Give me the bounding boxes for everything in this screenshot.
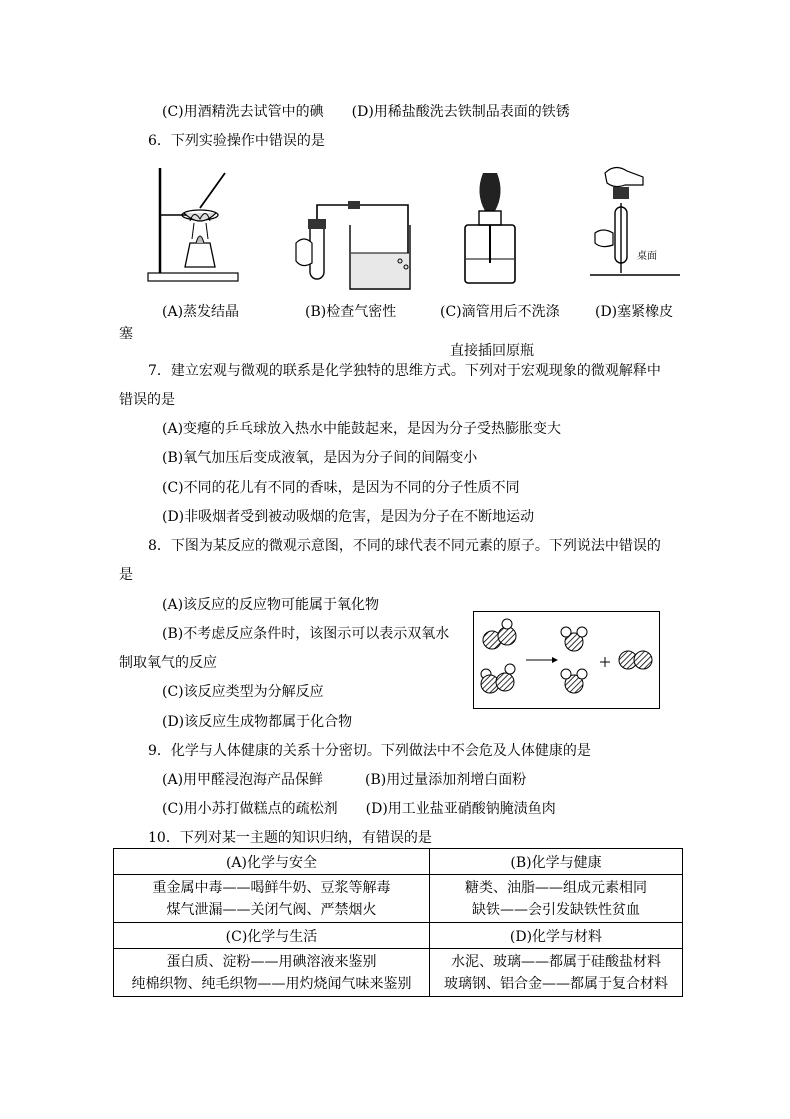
q7-option-b: (B)氧气加压后变成液氧，是因为分子间的间隔变小 xyxy=(162,450,478,466)
q8-option-c: (C)该反应类型为分解反应 xyxy=(162,684,324,700)
q8-stem-line1: 8．下图为某反应的微观示意图，不同的球代表不同元素的原子。下列说法中错误的 xyxy=(148,538,661,554)
q10-b-line1: 糖类、油脂——组成元素相同 xyxy=(464,879,647,896)
q10-cell-a-body xyxy=(114,875,430,923)
q8-option-d: (D)该反应生成物都属于化合物 xyxy=(162,714,353,730)
q7-option-d: (D)非吸烟者受到被动吸烟的危害，是因为分子在不断地运动 xyxy=(162,509,535,525)
q10-cell-b-body xyxy=(429,875,682,923)
q10-d-line2: 玻璃钢、铝合金——都属于复合材料 xyxy=(443,975,668,992)
q9-options-cd: (C)用小苏打做糕点的疏松剂 (D)用工业盐亚硝酸钠腌渍鱼肉 xyxy=(162,801,556,817)
reactant-molecule-1 xyxy=(483,619,516,649)
reaction-arrow-icon xyxy=(552,657,558,663)
product-molecule-1 xyxy=(561,627,587,651)
q5-options-cd: (C)用酒精洗去试管中的碘 (D)用稀盐酸洗去铁制品表面的铁锈 xyxy=(162,104,570,120)
q7-option-a: (A)变瘪的乒乓球放入热水中能鼓起来，是因为分子受热膨胀变大 xyxy=(162,421,562,437)
q10-stem: 10．下列对某一主题的知识归纳，有错误的是 xyxy=(148,830,432,846)
desk-label: 桌面 xyxy=(637,251,657,262)
figure-b-airtightness-icon xyxy=(288,163,418,293)
q10-c-line1: 蛋白质、淀粉——用碘溶液来鉴别 xyxy=(166,953,377,970)
q6-stem: 6．下列实验操作中错误的是 xyxy=(148,133,325,149)
q10-cell-c-head: (C)化学与生活 xyxy=(114,923,430,949)
q6-caption-d: (D)塞紧橡皮 xyxy=(595,304,674,320)
q7-stem-line1: 7．建立宏观与微观的联系是化学独特的思维方式。下列对于宏观现象的微观解释中 xyxy=(148,363,661,379)
q8-stem-line2: 是 xyxy=(119,567,133,583)
q10-a-line2: 煤气泄漏——关闭气阀、严禁烟火 xyxy=(166,901,377,918)
q10-d-line1: 水泥、玻璃——都属于硅酸盐材料 xyxy=(450,953,661,970)
q8-option-b-line2: 制取氧气的反应 xyxy=(119,655,217,671)
q6-caption-c-line2: 直接插回原瓶 xyxy=(450,343,534,359)
q10-cell-c-body xyxy=(114,949,430,997)
q9-options-ab: (A)用甲醛浸泡海产品保鲜 (B)用过量添加剂增白面粉 xyxy=(162,772,527,788)
figure-a-evaporation-icon xyxy=(120,163,250,293)
q10-cell-a-head: (A)化学与安全 xyxy=(114,849,430,875)
product-molecule-3 xyxy=(619,651,652,669)
reactant-molecule-2 xyxy=(481,664,515,693)
q10-cell-b-head: (B)化学与健康 xyxy=(429,849,682,875)
q10-b-line2: 缺铁——会引发缺铁性贫血 xyxy=(471,901,640,918)
q10-a-line1: 重金属中毒——喝鲜牛奶、豆浆等解毒 xyxy=(152,879,391,896)
q6-caption-a: (A)蒸发结晶 xyxy=(162,304,240,320)
q6-caption-c: (C)滴管用后不洗涤 xyxy=(440,304,560,320)
q10-cell-d-head: (D)化学与材料 xyxy=(429,923,682,949)
q6-figures xyxy=(120,163,675,293)
q8-reaction-diagram xyxy=(473,611,660,709)
q8-option-a: (A)该反应的反应物可能属于氧化物 xyxy=(162,597,380,613)
figure-c-dropper-icon xyxy=(435,163,565,293)
q6-caption-b: (B)检查气密性 xyxy=(305,304,397,320)
q10-cell-d-body xyxy=(429,949,682,997)
q7-option-c: (C)不同的花儿有不同的香味，是因为不同的分子性质不同 xyxy=(162,480,520,496)
figure-d-stopper-icon xyxy=(585,163,685,293)
q6-caption-d-wrap: 塞 xyxy=(119,326,133,342)
q10-c-line2: 纯棉织物、纯毛织物——用灼烧闻气味来鉴别 xyxy=(131,975,412,992)
product-molecule-2 xyxy=(561,669,587,693)
q7-stem-line2: 错误的是 xyxy=(119,392,175,408)
q9-stem: 9．化学与人体健康的关系十分密切。下列做法中不会危及人体健康的是 xyxy=(148,743,591,759)
q10-table xyxy=(113,848,683,997)
q8-option-b-line1: (B)不考虑反应条件时，该图示可以表示双氧水 xyxy=(162,626,450,642)
